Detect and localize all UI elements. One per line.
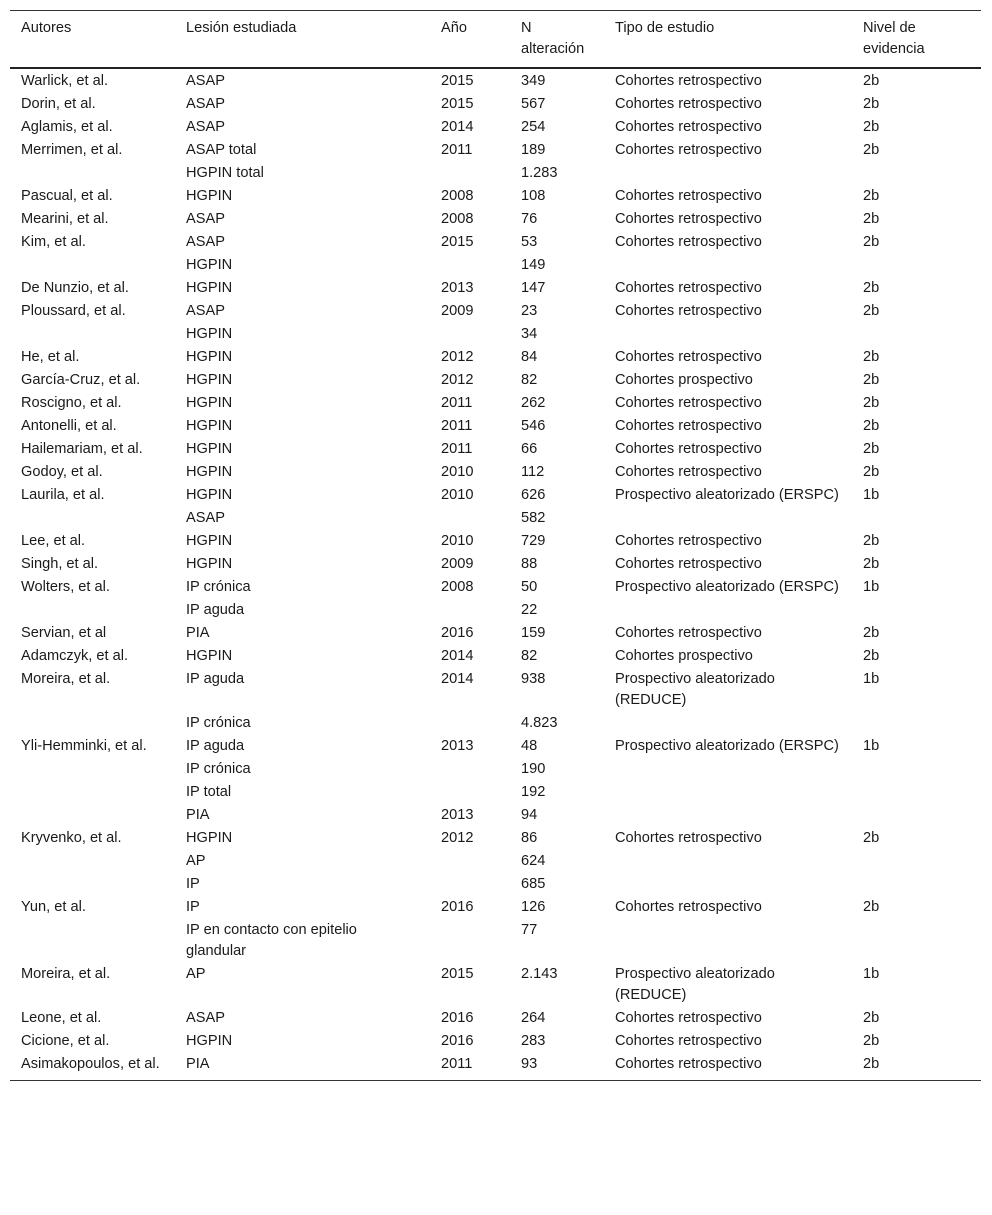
table-row <box>10 804 981 827</box>
n-alteracion-cell: 82 <box>521 648 538 664</box>
tipo-estudio-cell: Cohortes retrospectivo <box>615 899 762 915</box>
table-row <box>10 254 981 277</box>
lesion-cell: IP <box>186 876 200 892</box>
tipo-estudio-cell <box>604 804 852 827</box>
table-row <box>10 599 981 622</box>
n-alteracion-cell: 23 <box>521 303 538 319</box>
table-row <box>10 896 981 919</box>
nivel-evidencia-cell: 2b <box>863 648 880 664</box>
autores-cell: Aglamis, et al. <box>21 119 113 135</box>
n-alteracion-cell: 190 <box>521 761 546 777</box>
tipo-estudio-cell: Prospectivo aleatorizado (REDUCE) <box>615 671 775 708</box>
n-alteracion-cell: 66 <box>521 441 538 457</box>
nivel-evidencia-cell <box>852 162 981 185</box>
table-row <box>10 1030 981 1053</box>
table-row <box>10 576 981 599</box>
tipo-estudio-cell <box>604 162 852 185</box>
table-row <box>10 323 981 346</box>
autores-cell: Dorin, et al. <box>21 96 96 112</box>
ano-cell <box>430 599 510 622</box>
studies-table-container <box>10 10 981 1081</box>
autores-cell: Hailemariam, et al. <box>21 441 143 457</box>
table-body <box>10 68 981 1081</box>
header-ano: Año <box>441 20 467 36</box>
nivel-evidencia-cell <box>852 254 981 277</box>
table-row <box>10 300 981 323</box>
table-row <box>10 963 981 1007</box>
lesion-cell: HGPIN <box>186 372 233 388</box>
n-alteracion-cell: 264 <box>521 1010 546 1026</box>
ano-cell <box>430 323 510 346</box>
autores-cell <box>10 254 175 277</box>
ano-cell: 2009 <box>441 303 474 319</box>
n-alteracion-cell: 2.143 <box>521 966 558 982</box>
lesion-cell: PIA <box>186 1056 210 1072</box>
nivel-evidencia-cell: 1b <box>863 738 880 754</box>
n-alteracion-cell: 86 <box>521 830 538 846</box>
tipo-estudio-cell: Prospectivo aleatorizado (ERSPC) <box>615 738 839 754</box>
ano-cell: 2015 <box>441 96 474 112</box>
autores-cell: Servian, et al <box>21 625 107 641</box>
autores-cell <box>10 507 175 530</box>
n-alteracion-cell: 685 <box>521 876 546 892</box>
nivel-evidencia-cell: 2b <box>863 1033 880 1049</box>
autores-cell <box>10 850 175 873</box>
lesion-cell: ASAP <box>186 234 225 250</box>
ano-cell <box>430 781 510 804</box>
nivel-evidencia-cell: 2b <box>863 1010 880 1026</box>
header-n-alteracion: N alteración <box>521 20 585 57</box>
ano-cell <box>430 507 510 530</box>
lesion-cell: HGPIN <box>186 648 233 664</box>
n-alteracion-cell: 112 <box>521 464 545 480</box>
autores-cell: Pascual, et al. <box>21 188 113 204</box>
n-alteracion-cell: 77 <box>521 922 538 938</box>
ano-cell: 2013 <box>441 738 474 754</box>
nivel-evidencia-cell: 2b <box>863 119 880 135</box>
table-row <box>10 1053 981 1081</box>
autores-cell: Kryvenko, et al. <box>21 830 122 846</box>
lesion-cell: HGPIN total <box>186 165 264 181</box>
table-row <box>10 68 981 93</box>
nivel-evidencia-cell <box>852 599 981 622</box>
tipo-estudio-cell <box>604 507 852 530</box>
nivel-evidencia-cell: 2b <box>863 73 880 89</box>
nivel-evidencia-cell: 2b <box>863 830 880 846</box>
tipo-estudio-cell: Cohortes retrospectivo <box>615 830 762 846</box>
lesion-cell: ASAP <box>186 303 225 319</box>
autores-cell: Antonelli, et al. <box>21 418 117 434</box>
lesion-cell: HGPIN <box>186 464 233 480</box>
tipo-estudio-cell: Cohortes retrospectivo <box>615 1056 762 1072</box>
ano-cell <box>430 758 510 781</box>
ano-cell <box>430 873 510 896</box>
studies-table <box>10 10 981 1081</box>
nivel-evidencia-cell <box>852 804 981 827</box>
lesion-cell: PIA <box>186 625 210 641</box>
ano-cell <box>430 712 510 735</box>
table-row <box>10 139 981 162</box>
autores-cell <box>10 781 175 804</box>
table-row <box>10 208 981 231</box>
nivel-evidencia-cell <box>852 781 981 804</box>
tipo-estudio-cell: Cohortes retrospectivo <box>615 1033 762 1049</box>
n-alteracion-cell: 147 <box>521 280 546 296</box>
tipo-estudio-cell: Cohortes retrospectivo <box>615 96 762 112</box>
tipo-estudio-cell: Cohortes retrospectivo <box>615 119 762 135</box>
tipo-estudio-cell: Cohortes retrospectivo <box>615 556 762 572</box>
n-alteracion-cell: 82 <box>521 372 538 388</box>
header-tipo-de-estudio: Tipo de estudio <box>615 20 715 36</box>
table-row <box>10 645 981 668</box>
autores-cell: Roscigno, et al. <box>21 395 122 411</box>
ano-cell: 2016 <box>441 625 474 641</box>
tipo-estudio-cell: Prospectivo aleatorizado (REDUCE) <box>615 966 775 1003</box>
ano-cell: 2013 <box>441 280 474 296</box>
n-alteracion-cell: 48 <box>521 738 538 754</box>
n-alteracion-cell: 126 <box>521 899 546 915</box>
n-alteracion-cell: 94 <box>521 807 538 823</box>
table-row <box>10 277 981 300</box>
lesion-cell: IP aguda <box>186 671 245 687</box>
lesion-cell: HGPIN <box>186 395 233 411</box>
table-row <box>10 781 981 804</box>
n-alteracion-cell: 34 <box>521 326 538 342</box>
tipo-estudio-cell: Cohortes retrospectivo <box>615 625 762 641</box>
n-alteracion-cell: 938 <box>521 671 546 687</box>
autores-cell: Kim, et al. <box>21 234 86 250</box>
lesion-cell: AP <box>186 853 206 869</box>
lesion-cell: HGPIN <box>186 533 233 549</box>
table-header <box>10 11 981 69</box>
lesion-cell: ASAP <box>186 211 225 227</box>
table-row <box>10 712 981 735</box>
nivel-evidencia-cell: 2b <box>863 303 880 319</box>
ano-cell: 2014 <box>441 119 474 135</box>
autores-cell: Yli-Hemminki, et al. <box>21 738 147 754</box>
lesion-cell: HGPIN <box>186 556 233 572</box>
n-alteracion-cell: 626 <box>521 487 546 503</box>
lesion-cell: HGPIN <box>186 280 233 296</box>
tipo-estudio-cell: Cohortes prospectivo <box>615 372 753 388</box>
tipo-estudio-cell <box>604 254 852 277</box>
ano-cell: 2015 <box>441 234 474 250</box>
n-alteracion-cell: 262 <box>521 395 546 411</box>
lesion-cell: ASAP <box>186 1010 225 1026</box>
ano-cell: 2016 <box>441 1033 474 1049</box>
n-alteracion-cell: 84 <box>521 349 538 365</box>
nivel-evidencia-cell <box>852 919 981 963</box>
lesion-cell: IP aguda <box>186 602 245 618</box>
table-row <box>10 231 981 254</box>
tipo-estudio-cell: Cohortes retrospectivo <box>615 211 762 227</box>
ano-cell: 2010 <box>441 533 474 549</box>
ano-cell <box>430 850 510 873</box>
table-row <box>10 461 981 484</box>
lesion-cell: IP crónica <box>186 715 251 731</box>
n-alteracion-cell: 88 <box>521 556 538 572</box>
autores-cell <box>10 919 175 963</box>
autores-cell: Moreira, et al. <box>21 671 111 687</box>
table-row <box>10 346 981 369</box>
table-row <box>10 1007 981 1030</box>
ano-cell: 2012 <box>441 372 474 388</box>
tipo-estudio-cell <box>604 599 852 622</box>
n-alteracion-cell: 159 <box>521 625 546 641</box>
table-row <box>10 392 981 415</box>
lesion-cell: ASAP <box>186 510 225 526</box>
n-alteracion-cell: 93 <box>521 1056 538 1072</box>
autores-cell: Laurila, et al. <box>21 487 105 503</box>
ano-cell: 2014 <box>441 648 474 664</box>
ano-cell: 2011 <box>441 418 473 434</box>
table-row <box>10 850 981 873</box>
nivel-evidencia-cell: 2b <box>863 188 880 204</box>
ano-cell: 2008 <box>441 579 474 595</box>
tipo-estudio-cell <box>604 712 852 735</box>
lesion-cell: PIA <box>186 807 210 823</box>
tipo-estudio-cell: Cohortes retrospectivo <box>615 280 762 296</box>
tipo-estudio-cell: Cohortes retrospectivo <box>615 1010 762 1026</box>
n-alteracion-cell: 546 <box>521 418 546 434</box>
ano-cell: 2016 <box>441 1010 474 1026</box>
header-row <box>10 11 981 69</box>
table-row <box>10 919 981 963</box>
autores-cell: Warlick, et al. <box>21 73 109 89</box>
nivel-evidencia-cell <box>852 873 981 896</box>
header-nivel-de-evidencia: Nivel de evidencia <box>863 20 925 57</box>
ano-cell: 2011 <box>441 395 473 411</box>
n-alteracion-cell: 53 <box>521 234 538 250</box>
autores-cell: Mearini, et al. <box>21 211 109 227</box>
nivel-evidencia-cell: 2b <box>863 441 880 457</box>
table-row <box>10 530 981 553</box>
nivel-evidencia-cell: 2b <box>863 372 880 388</box>
tipo-estudio-cell <box>604 850 852 873</box>
lesion-cell: HGPIN <box>186 188 233 204</box>
nivel-evidencia-cell: 1b <box>863 487 880 503</box>
tipo-estudio-cell: Cohortes retrospectivo <box>615 142 762 158</box>
n-alteracion-cell: 50 <box>521 579 538 595</box>
nivel-evidencia-cell <box>852 323 981 346</box>
ano-cell: 2011 <box>441 1056 473 1072</box>
tipo-estudio-cell: Cohortes retrospectivo <box>615 418 762 434</box>
table-row <box>10 758 981 781</box>
nivel-evidencia-cell: 2b <box>863 142 880 158</box>
ano-cell <box>430 919 510 963</box>
autores-cell: Wolters, et al. <box>21 579 110 595</box>
n-alteracion-cell: 729 <box>521 533 546 549</box>
ano-cell: 2010 <box>441 487 474 503</box>
nivel-evidencia-cell: 2b <box>863 533 880 549</box>
table-row <box>10 507 981 530</box>
ano-cell: 2010 <box>441 464 474 480</box>
tipo-estudio-cell: Cohortes retrospectivo <box>615 234 762 250</box>
ano-cell: 2015 <box>441 73 474 89</box>
autores-cell <box>10 804 175 827</box>
nivel-evidencia-cell: 2b <box>863 234 880 250</box>
tipo-estudio-cell: Cohortes retrospectivo <box>615 533 762 549</box>
lesion-cell: IP crónica <box>186 579 251 595</box>
tipo-estudio-cell: Prospectivo aleatorizado (ERSPC) <box>615 487 839 503</box>
autores-cell: Singh, et al. <box>21 556 99 572</box>
ano-cell: 2016 <box>441 899 474 915</box>
tipo-estudio-cell <box>604 781 852 804</box>
tipo-estudio-cell <box>604 919 852 963</box>
lesion-cell: IP crónica <box>186 761 251 777</box>
nivel-evidencia-cell: 2b <box>863 418 880 434</box>
table-row <box>10 622 981 645</box>
ano-cell: 2011 <box>441 441 473 457</box>
autores-cell: Leone, et al. <box>21 1010 102 1026</box>
nivel-evidencia-cell: 2b <box>863 96 880 112</box>
tipo-estudio-cell: Cohortes retrospectivo <box>615 303 762 319</box>
ano-cell <box>430 162 510 185</box>
tipo-estudio-cell: Cohortes retrospectivo <box>615 395 762 411</box>
tipo-estudio-cell <box>604 873 852 896</box>
nivel-evidencia-cell <box>852 507 981 530</box>
autores-cell: De Nunzio, et al. <box>21 280 129 296</box>
nivel-evidencia-cell: 2b <box>863 556 880 572</box>
header-autores: Autores <box>21 20 72 36</box>
autores-cell: Merrimen, et al. <box>21 142 123 158</box>
autores-cell: Godoy, et al. <box>21 464 103 480</box>
tipo-estudio-cell: Cohortes prospectivo <box>615 648 753 664</box>
autores-cell: Yun, et al. <box>21 899 86 915</box>
autores-cell <box>10 712 175 735</box>
table-row <box>10 93 981 116</box>
autores-cell <box>10 758 175 781</box>
lesion-cell: HGPIN <box>186 487 233 503</box>
autores-cell: Moreira, et al. <box>21 966 111 982</box>
table-row <box>10 553 981 576</box>
ano-cell: 2008 <box>441 211 474 227</box>
n-alteracion-cell: 108 <box>521 188 546 204</box>
ano-cell: 2013 <box>441 807 474 823</box>
tipo-estudio-cell: Cohortes retrospectivo <box>615 464 762 480</box>
nivel-evidencia-cell: 1b <box>863 579 880 595</box>
lesion-cell: HGPIN <box>186 349 233 365</box>
n-alteracion-cell: 189 <box>521 142 546 158</box>
table-row <box>10 116 981 139</box>
n-alteracion-cell: 567 <box>521 96 546 112</box>
n-alteracion-cell: 254 <box>521 119 546 135</box>
lesion-cell: HGPIN <box>186 830 233 846</box>
lesion-cell: HGPIN <box>186 441 233 457</box>
lesion-cell: AP <box>186 966 206 982</box>
n-alteracion-cell: 283 <box>521 1033 546 1049</box>
nivel-evidencia-cell <box>852 712 981 735</box>
nivel-evidencia-cell: 1b <box>863 966 880 982</box>
autores-cell: Cicione, et al. <box>21 1033 110 1049</box>
nivel-evidencia-cell: 2b <box>863 349 880 365</box>
ano-cell: 2011 <box>441 142 473 158</box>
ano-cell: 2008 <box>441 188 474 204</box>
ano-cell: 2012 <box>441 349 474 365</box>
lesion-cell: IP <box>186 899 200 915</box>
table-row <box>10 369 981 392</box>
lesion-cell: ASAP <box>186 73 225 89</box>
tipo-estudio-cell <box>604 758 852 781</box>
table-row <box>10 873 981 896</box>
table-row <box>10 438 981 461</box>
autores-cell: Ploussard, et al. <box>21 303 126 319</box>
lesion-cell: ASAP <box>186 119 225 135</box>
lesion-cell: IP total <box>186 784 232 800</box>
lesion-cell: ASAP total <box>186 142 257 158</box>
n-alteracion-cell: 22 <box>521 602 538 618</box>
autores-cell <box>10 162 175 185</box>
autores-cell: Lee, et al. <box>21 533 86 549</box>
tipo-estudio-cell <box>604 323 852 346</box>
lesion-cell: IP en contacto con epitelio glandular <box>186 922 357 959</box>
tipo-estudio-cell: Prospectivo aleatorizado (ERSPC) <box>615 579 839 595</box>
nivel-evidencia-cell <box>852 850 981 873</box>
autores-cell: García-Cruz, et al. <box>21 372 141 388</box>
tipo-estudio-cell: Cohortes retrospectivo <box>615 188 762 204</box>
table-row <box>10 415 981 438</box>
n-alteracion-cell: 4.823 <box>521 715 558 731</box>
n-alteracion-cell: 349 <box>521 73 546 89</box>
table-row <box>10 162 981 185</box>
n-alteracion-cell: 192 <box>521 784 546 800</box>
n-alteracion-cell: 582 <box>521 510 546 526</box>
nivel-evidencia-cell: 2b <box>863 280 880 296</box>
nivel-evidencia-cell: 2b <box>863 625 880 641</box>
ano-cell: 2009 <box>441 556 474 572</box>
table-row <box>10 668 981 712</box>
n-alteracion-cell: 76 <box>521 211 538 227</box>
lesion-cell: IP aguda <box>186 738 245 754</box>
table-row <box>10 484 981 507</box>
lesion-cell: ASAP <box>186 96 225 112</box>
autores-cell <box>10 873 175 896</box>
lesion-cell: HGPIN <box>186 326 233 342</box>
ano-cell <box>430 254 510 277</box>
tipo-estudio-cell: Cohortes retrospectivo <box>615 349 762 365</box>
n-alteracion-cell: 624 <box>521 853 546 869</box>
autores-cell: He, et al. <box>21 349 80 365</box>
tipo-estudio-cell: Cohortes retrospectivo <box>615 73 762 89</box>
nivel-evidencia-cell: 2b <box>863 395 880 411</box>
tipo-estudio-cell: Cohortes retrospectivo <box>615 441 762 457</box>
table-row <box>10 185 981 208</box>
autores-cell: Asimakopoulos, et al. <box>21 1056 160 1072</box>
ano-cell: 2015 <box>441 966 474 982</box>
autores-cell <box>10 323 175 346</box>
nivel-evidencia-cell: 2b <box>863 899 880 915</box>
lesion-cell: HGPIN <box>186 418 233 434</box>
header-lesion-estudiada: Lesión estudiada <box>186 20 297 36</box>
ano-cell: 2012 <box>441 830 474 846</box>
autores-cell: Adamczyk, et al. <box>21 648 129 664</box>
nivel-evidencia-cell: 2b <box>863 464 880 480</box>
nivel-evidencia-cell: 2b <box>863 1056 880 1072</box>
nivel-evidencia-cell: 2b <box>863 211 880 227</box>
table-row <box>10 827 981 850</box>
lesion-cell: HGPIN <box>186 1033 233 1049</box>
n-alteracion-cell: 149 <box>521 257 546 273</box>
table-row <box>10 735 981 758</box>
ano-cell: 2014 <box>441 671 474 687</box>
autores-cell <box>10 599 175 622</box>
nivel-evidencia-cell <box>852 758 981 781</box>
lesion-cell: HGPIN <box>186 257 233 273</box>
n-alteracion-cell: 1.283 <box>521 165 558 181</box>
nivel-evidencia-cell: 1b <box>863 671 880 687</box>
